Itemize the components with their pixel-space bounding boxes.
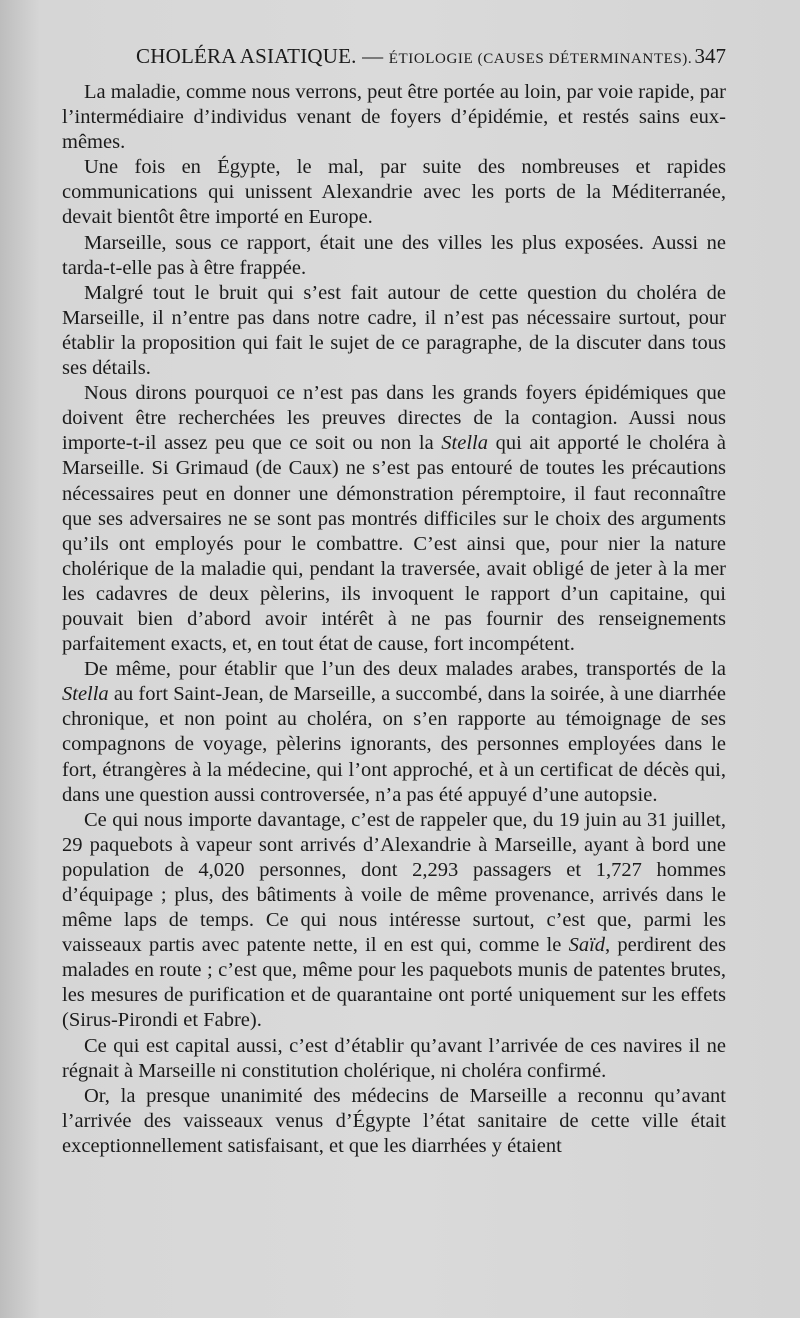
paragraph-6-text-a: De même, pour établir que l’un des deux malades arabes, transportés de la	[84, 658, 726, 681]
running-header	[62, 44, 726, 78]
header-subtitle: ÉTIOLOGIE (CAUSES DÉTERMINANTES).	[388, 51, 693, 67]
paragraph-5-text-a: Nous dirons pourquoi ce n’est pas dans les grands foyers épidémiques que doivent être recherchées les preuves directes de la contagion. Aussi nous importe-t-il assez peu que ce soit ou non la	[62, 382, 726, 455]
paragraph-9: Or, la presque unanimité des médecins de Marseille a reconnu qu’avant l’arrivée des vaisseaux venus d’Égypte l’état sanitaire de cette ville était exceptionnellement satisfaisant, et que les diarrhées y étaient	[62, 1084, 726, 1157]
body-text	[62, 80, 726, 1159]
paragraph-4: Malgré tout le bruit qui s’est fait autour de cette question du choléra de Marseille, il n’entre pas dans notre cadre, il n’est pas nécessaire surtout, pour établir la proposition qui fait le sujet de ce paragraphe, de la discuter dans tous ses détails.	[62, 281, 726, 380]
paragraph-3: Marseille, sous ce rapport, était une des villes les plus exposées. Aussi ne tarda-t-elle pas à être frappée.	[62, 231, 726, 279]
header-title: CHOLÉRA ASIATIQUE.	[136, 44, 357, 68]
paragraph-7	[62, 808, 726, 1034]
running-title	[136, 44, 692, 69]
paragraph-7-text-a: Ce qui nous importe davantage, c’est de rappeler que, du 19 juin au 31 juillet, 29 paquebots à vapeur sont arrivés d’Alexandrie à Marseille, ayant à bord une population de 4,020 personnes, dont 2,293 passagers et 1,727 hommes d’équipage ; plus, des bâtiments à voile de même provenance, arrivés dans le même laps de temps. Ce qui nous intéresse surtout, c’est que, parmi les vaisseaux partis avec patente nette, il en est qui, comme le	[62, 808, 726, 957]
paragraph-7-text-b: , perdirent des malades en route ; c’est que, même pour les paquebots munis de patentes brutes, les mesures de purification et de quarantaine ont porté uniquement sur les effets (Sirus-Pirondi et Fabre).	[62, 934, 726, 1032]
paragraph-5	[62, 381, 726, 657]
paragraph-2: Une fois en Égypte, le mal, par suite des nombreuses et rapides communications qui unissent Alexandrie avec les ports de la Méditerranée, devait bientôt être importé en Europe.	[62, 156, 726, 229]
ship-name-stella-2: Stella	[62, 683, 109, 706]
page-number: 347	[694, 44, 726, 68]
paragraph-6-text-b: au fort Saint-Jean, de Marseille, a succombé, dans la soirée, à une diarrhée chronique, et non point au choléra, on s’en rapporte au témoignage de ses compagnons de voyage, pèlerins ignorants, des personnes employées dans le fort, étrangères à la médecine, qui l’ont approché, et à un certificat de décès qui, dans une question aussi controversée, n’a pas été appuyé d’une autopsie.	[62, 683, 726, 806]
ship-name-said: Saïd	[568, 934, 606, 957]
paragraph-5-text-b: qui ait apporté le choléra à Marseille. Si Grimaud (de Caux) ne s’est pas entouré de toutes les précautions nécessaires peut en donner une démonstration péremptoire, il faut reconnaître que ses adversaires ne se sont pas montrés difficiles sur le choix des arguments qu’ils ont employés pour le combattre. C’est ainsi que, pour nier la nature cholérique de la maladie qui, pendant la traversée, avait obligé de jeter à la mer les cadavres de deux pèlerins, ils invoquent le rapport d’un capitaine, qui pouvait bien d’abord avoir intérêt à ne pas fournir des renseignements parfaitement exacts, et, en tout état de cause, fort incompétent.	[62, 432, 726, 656]
paragraph-8: Ce qui est capital aussi, c’est d’établir qu’avant l’arrivée de ces navires il ne régnait à Marseille ni constitution cholérique, ni choléra confirmé.	[62, 1034, 726, 1082]
paragraph-6	[62, 657, 726, 808]
header-dash: —	[362, 44, 384, 68]
paragraph-1: La maladie, comme nous verrons, peut être portée au loin, par voie rapide, par l’intermédiaire d’individus venant de foyers d’épidémie, et restés sains eux-mêmes.	[62, 81, 726, 154]
ship-name-stella: Stella	[441, 432, 488, 455]
